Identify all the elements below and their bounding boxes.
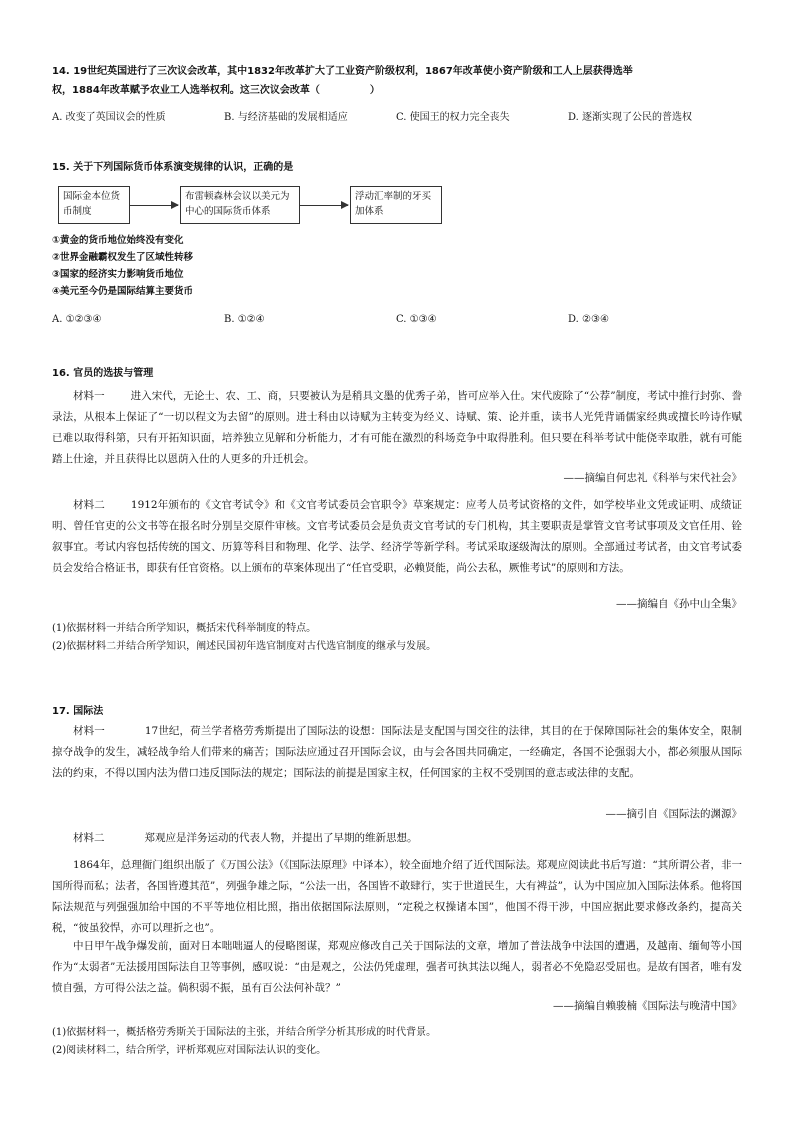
option-d[interactable]: D. 逐渐实现了公民的普选权	[568, 112, 693, 123]
q16-material-2-source: ——摘编自《孙中山全集》	[616, 598, 742, 610]
q16-material-1-source: ——摘编自何忠礼《科举与宋代社会》	[563, 472, 742, 484]
flow-arrow-icon	[300, 205, 348, 206]
q17-material-2-source: ——摘编自赖骏楠《国际法与晚清中国》	[553, 1000, 742, 1012]
q16-subquestion-2: (2)依据材料二并结合所学知识，阐述民国初年选官制度对古代选官制度的继承与发展。	[52, 641, 437, 652]
q16-subquestion-1: (1)依据材料一并结合所学知识，概括宋代科举制度的特点。	[52, 623, 317, 634]
question-17-title: 17. 国际法	[52, 706, 104, 717]
option-c[interactable]: C. ①③④	[396, 314, 437, 325]
statement-2: ②世界金融霸权发生了区域性转移	[52, 252, 194, 263]
material-label: 材料二	[73, 832, 105, 844]
material-text: 进入宋代，无论士、农、工、商，只要被认为是稍具文墨的优秀子弟，皆可应举入仕。宋代废除了“公荐”制度，考试中推行封弥、誊录法，从根本上保证了“一切以程文为去留”的原则。进士科由以诗赋为主转变为经义、诗赋、策、论并重，读书人光凭背诵儒家经典或擅长吟诗作赋已难以取得科第，只有开拓知识面，培养独立见解和分析能力，才有可能在激烈的科场竞争中取得胜利。但只要在科举考试中能侥幸取胜，就有可能踏上仕途，并且获得比以恩荫入仕的人更多的升迁机会。	[52, 390, 743, 465]
flow-arrow-icon	[130, 205, 178, 206]
material-text: 17世纪，荷兰学者格劳秀斯提出了国际法的设想：国际法是支配国与国交往的法律，其目的在于保障国际社会的集体安全，限制掠夺战争的发生，减轻战争给人们带来的痛苦；国际法应通过召开国际会议，由与会各国共同确定，一经确定，各国不论强弱大小，都必须服从国际法的约束，不得以国内法为借口违反国际法的规定；国际法的前提是国家主权，任何国家的主权不受别国的意志或法律的支配。	[52, 725, 742, 779]
material-text: 郑观应是洋务运动的代表人物，并提出了早期的维新思想。	[144, 832, 418, 844]
statement-3: ③国家的经济实力影响货币地位	[52, 269, 184, 280]
q17-material-2-intro	[52, 828, 742, 849]
option-d[interactable]: D. ②③④	[568, 314, 609, 325]
material-label: 材料一	[73, 725, 105, 737]
q17-material-1-source: ——摘引自《国际法的渊源》	[605, 808, 742, 820]
flow-box-bretton-woods: 布雷顿森林会议以美元为中心的国际货币体系	[180, 186, 300, 224]
option-c[interactable]: C. 使国王的权力完全丧失	[396, 112, 510, 123]
statement-1: ①黄金的货币地位始终没有变化	[52, 235, 184, 246]
statement-4: ④美元至今仍是国际结算主要货币	[52, 286, 194, 297]
option-b[interactable]: B. 与经济基础的发展相适应	[224, 112, 348, 123]
question-14-title-line1: 14. 19世纪英国进行了三次议会改革，其中1832年改革扩大了工业资产阶级权利，1867年改革使小资产阶级和工人上层获得选举	[52, 66, 633, 77]
q17-material-2-paragraph-1: 1864年，总理衙门组织出版了《万国公法》（《国际法原理》中译本），较全面地介绍了近代国际法。郑观应阅读此书后写道：“其所谓公者，非一国所得而私；法者，各国皆遵其范”，列强争雄之际，“公法一出，各国皆不敢肆行，实于世道民生，大有裨益”，认为中国应加入国际法体系。他将国际法规范与列强强加给中国的不平等地位相比照，指出依据国际法原则，“定税之权操诸本国”，他国不得干涉，中国应据此要求修改条约，提高关税，“彼虽狡悍，亦可以理折之也”。	[52, 859, 742, 934]
flow-box-gold-standard: 国际金本位货币制度	[58, 186, 130, 224]
q16-material-1	[52, 386, 742, 470]
q17-material-2-paragraph-2: 中日甲午战争爆发前，面对日本咄咄逼人的侵略图谋，郑观应修改自己关于国际法的文章，增加了普法战争中法国的遭遇，及越南、缅甸等小国作为“太弱者”无法援用国际法自卫等事例，感叹说：“由是观之，公法仍凭虚理，强者可执其法以绳人，弱者必不免隐忍受屈也。是故有国者，唯有发愤自强，方可得公法之益。倘积弱不振，虽有百公法何补哉？”	[52, 940, 742, 994]
option-b[interactable]: B. ①②④	[224, 314, 265, 325]
material-label: 材料二	[73, 499, 105, 511]
q17-subquestion-1: (1)依据材料一，概括格劳秀斯关于国际法的主张，并结合所学分析其形成的时代背景。	[52, 1027, 437, 1038]
option-a[interactable]: A. ①②③④	[52, 314, 102, 325]
question-16-title: 16. 官员的选拔与管理	[52, 368, 154, 379]
flow-box-jamaica-system: 浮动汇率制的牙买加体系	[350, 186, 442, 224]
q17-material-1	[52, 721, 742, 784]
material-label: 材料一	[73, 390, 105, 402]
q16-material-2	[52, 495, 742, 579]
question-14-title-line2: 权，1884年改革赋予农业工人选举权利。这三次议会改革（ ）	[52, 85, 380, 96]
q17-subquestion-2: (2)阅读材料二，结合所学，评析郑观应对国际法认识的变化。	[52, 1045, 327, 1056]
option-a[interactable]: A. 改变了英国议会的性质	[52, 112, 166, 123]
question-15-title: 15. 关于下列国际货币体系演变规律的认识，正确的是	[52, 162, 294, 173]
material-text: 1912年颁布的《文官考试令》和《文官考试委员会官职令》草案规定：应考人员考试资格的文件，如学校毕业文凭或证明、成绩证明、曾任官吏的公文书等在报名时分别呈交原件审核。文官考试委员会是负责文官考试的专门机构，其主要职责是掌管文官考试事项及文官任用、铨叙事宜。考试内容包括传统的国文、历算等科目和物理、化学、法学、经济学等新学科。考试采取逐级淘汰的原则。全部通过考试者，由文官考试委员会发给合格证书，即获有任官资格。以上颁布的草案体现出了“任官受职，必赖贤能，尚公去私，厥惟考试”的原则和方法。	[52, 499, 742, 574]
